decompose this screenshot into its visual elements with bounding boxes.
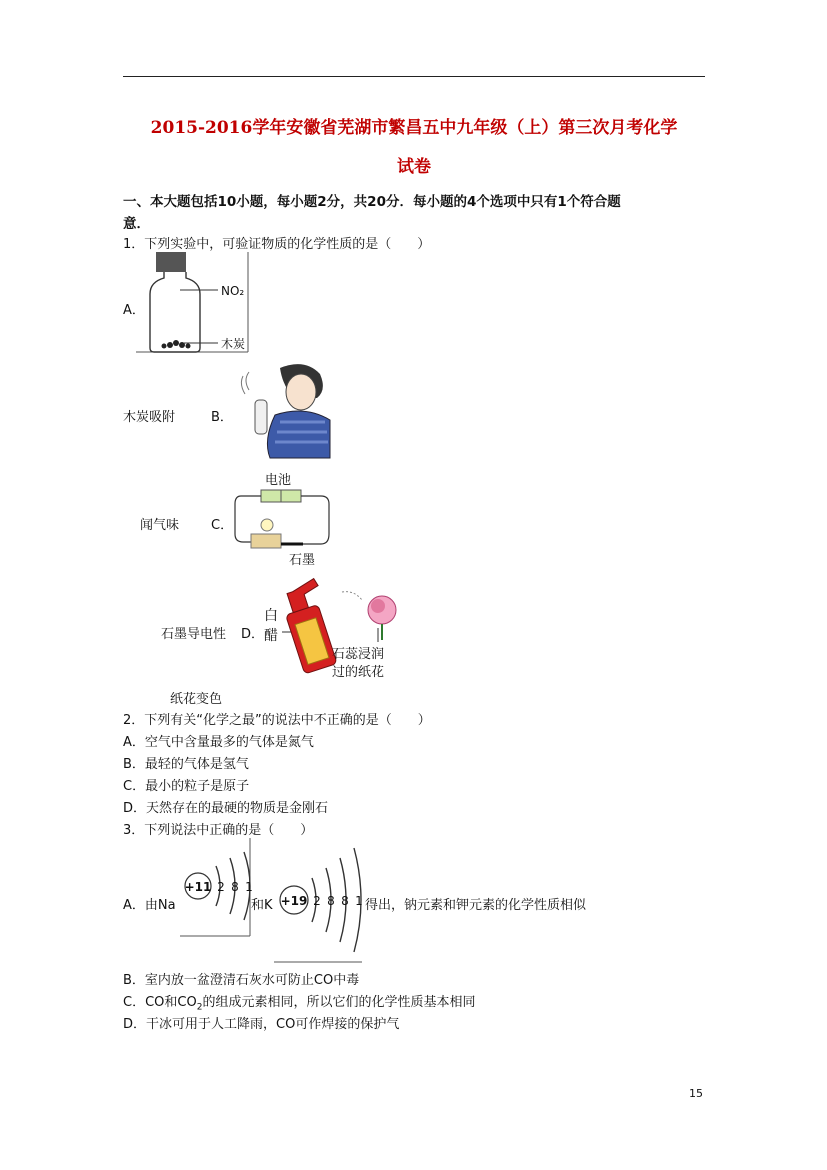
sodium-nucleus-charge: +11 <box>184 880 212 894</box>
exam-title-line1: 2015-2016学年安徽省芜湖市繁昌五中九年级（上）第三次月考化学 <box>150 118 678 138</box>
q2-option-d: D．天然存在的最硬的物质是金刚石 <box>123 801 329 816</box>
q3-option-a-suffix: 得出，钠元素和钾元素的化学性质相似 <box>365 898 587 913</box>
sodium-atom-diagram <box>180 838 252 938</box>
q1-option-c-label: C． <box>211 518 234 533</box>
header-rule <box>123 76 705 77</box>
q2-stem: 2．下列有关“化学之最”的说法中不正确的是（ ） <box>123 713 431 728</box>
sodium-shell-3: 1 <box>245 880 253 894</box>
charcoal-bottle-figure <box>140 250 255 355</box>
potassium-shell-1: 2 <box>313 894 321 908</box>
q1-stem: 1．下列实验中，可验证物质的化学性质的是（ ） <box>123 237 431 252</box>
q3-option-c-subscript: 2 <box>196 1002 203 1013</box>
q1-option-c-caption: 石墨导电性 <box>161 627 227 642</box>
q2-option-c: C．最小的粒子是原子 <box>123 779 250 794</box>
section-heading-line2: 意． <box>123 216 150 232</box>
q1-option-b-label: B． <box>211 410 233 425</box>
potassium-shell-4: 1 <box>355 894 363 908</box>
litmus-flower-label-2: 过的纸花 <box>332 665 385 680</box>
q3-option-b: B．室内放一盆澄清石灰水可防止CO中毒 <box>123 973 360 988</box>
q1-option-b-caption: 闻气味 <box>140 518 180 533</box>
no2-label: NO₂ <box>221 284 245 298</box>
q3-option-d: D．干冰可用于人工降雨，CO可作焊接的保护气 <box>123 1017 400 1032</box>
q3-option-a-mid: 和K <box>251 898 273 913</box>
smelling-boy-figure <box>235 360 335 460</box>
q2-option-a: A．空气中含量最多的气体是氮气 <box>123 735 314 750</box>
vinegar-spray-figure <box>262 578 404 684</box>
graphite-label: 石墨 <box>289 553 316 568</box>
potassium-shell-3: 8 <box>341 894 349 908</box>
q3-option-c-post: 的组成元素相同，所以它们的化学性质基本相同 <box>202 995 476 1010</box>
sodium-shell-2: 8 <box>231 880 239 894</box>
q2-option-b: B．最轻的气体是氢气 <box>123 757 249 772</box>
q1-option-d-label: D． <box>241 627 265 642</box>
q3-option-c-pre: C．CO和CO <box>123 995 197 1010</box>
battery-label: 电池 <box>265 473 292 488</box>
q3-option-c <box>123 991 475 1013</box>
q1-option-a-caption: 木炭吸附 <box>123 410 176 425</box>
potassium-shell-2: 8 <box>327 894 335 908</box>
page-number: 15 <box>689 1087 703 1100</box>
q1-option-d-caption: 纸花变色 <box>170 692 223 707</box>
q1-option-a-label: A． <box>123 303 145 318</box>
exam-title-line2: 试卷 <box>397 157 431 177</box>
sodium-shell-1: 2 <box>217 880 225 894</box>
q3-option-a-prefix: A．由Na <box>123 898 176 913</box>
circuit-figure <box>233 470 333 570</box>
section-heading-line1: 一、本大题包括10小题，每小题2分，共20分．每小题的4个选项中只有1个符合题 <box>123 194 621 210</box>
vinegar-label-2: 醋 <box>264 628 278 644</box>
litmus-flower-label-1: 石蕊浸润 <box>332 647 385 662</box>
charcoal-label: 木炭 <box>221 337 246 351</box>
vinegar-label-1: 白 <box>264 608 278 624</box>
q3-stem: 3．下列说法中正确的是（ ） <box>123 823 314 838</box>
potassium-atom-diagram <box>274 838 364 964</box>
potassium-nucleus-charge: +19 <box>280 894 308 908</box>
